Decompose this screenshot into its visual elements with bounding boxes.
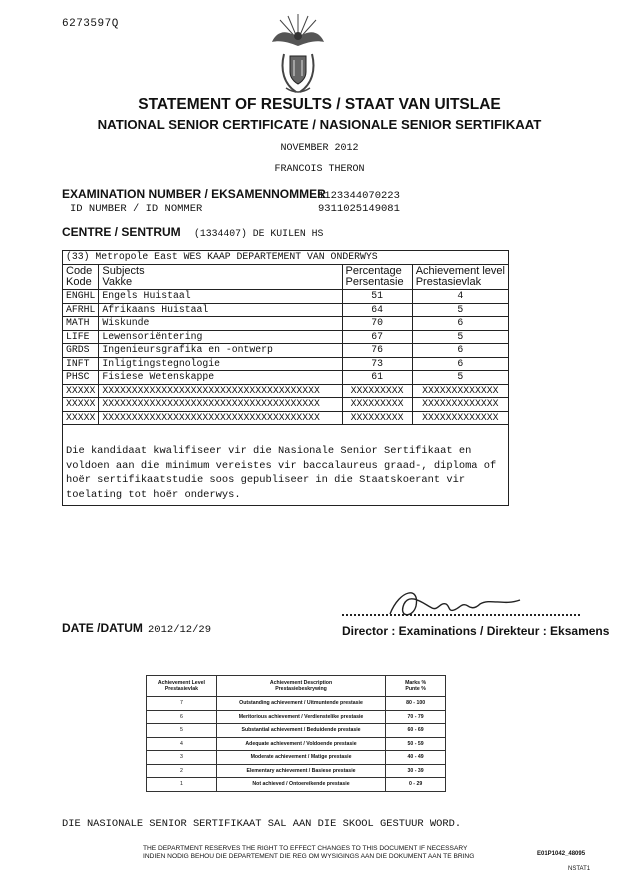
table-row: 4 Adequate achievement / Voldoende prestasie 50 - 59: [147, 737, 446, 751]
qualification-statement: Die kandidaat kwalifiseer vir die Nasionale Senior Sertifikaat en voldoen aan die minimum vereistes vir baccalaureus graad-, diploma of hoër sertifikaatstudie soos gepubliseer in die Staatskoerant vir toelating tot hoër onderwys.: [66, 445, 497, 501]
table-row: 6 Meritorious achievement / Verdienstelike prestasie 70 - 79: [147, 710, 446, 724]
col-achievement-level: Achievement Level Prestasievlak: [147, 676, 217, 697]
table-row: 2 Elementary achievement / Basiese prestasie 30 - 39: [147, 764, 446, 778]
exam-date: NOVEMBER 2012: [280, 143, 359, 154]
document-number: 6273597Q: [62, 18, 119, 30]
form-code: E01P1042_48095: [537, 851, 586, 857]
candidate-name: FRANCOIS THERON: [274, 164, 365, 175]
col-subjects: Subjects Vakke: [99, 265, 342, 290]
form-suffix: NSTAT1: [568, 866, 591, 872]
table-row: PHSC Fisiese Wetenskappe 61 5: [63, 371, 509, 385]
col-percentage: Percentage Persentasie: [342, 265, 412, 290]
date-value: 2012/12/29: [148, 624, 212, 636]
director-signature-icon: [380, 584, 530, 624]
table-row: ENGHL Engels Huistaal 51 4: [63, 290, 509, 304]
disclaimer: THE DEPARTMENT RESERVES THE RIGHT TO EFFECT CHANGES TO THIS DOCUMENT IF NECESSARY INDIEN NODIG BEHOU DIE DEPARTEMENT DIE REG OM WYSIGINGS AAN DIE DOKUMENT AAN TE BRING: [143, 845, 475, 860]
results-table: [62, 264, 509, 425]
coat-of-arms-icon: [266, 10, 330, 98]
title-statement-of-results: STATEMENT OF RESULTS / STAAT VAN UITSLAE: [138, 96, 501, 113]
date-label: DATE /DATUM: [62, 621, 143, 635]
achievement-header-row: [147, 676, 446, 697]
table-row: 5 Substantial achievement / Beduidende prestasie 60 - 69: [147, 724, 446, 738]
results-header-row: [63, 265, 509, 290]
table-row: MATH Wiskunde 70 6: [63, 317, 509, 331]
table-row: XXXXX XXXXXXXXXXXXXXXXXXXXXXXXXXXXXXXXXXXXX XXXXXXXXX XXXXXXXXXXXXX: [63, 384, 509, 398]
col-code: Code Kode: [63, 265, 99, 290]
signature-line: [342, 614, 580, 616]
id-number-value: 9311025149081: [318, 203, 400, 215]
table-row: 1 Not achieved / Ontoereikende prestasie 0 - 29: [147, 778, 446, 792]
table-row: 3 Moderate achievement / Matige prestasie 40 - 49: [147, 751, 446, 765]
id-number-label: ID NUMBER / ID NOMMER: [70, 203, 203, 215]
centre-label: CENTRE / SENTRUM: [62, 225, 181, 239]
table-row: AFRHL Afrikaans Huistaal 64 5: [63, 303, 509, 317]
table-row: XXXXX XXXXXXXXXXXXXXXXXXXXXXXXXXXXXXXXXXXXX XXXXXXXXX XXXXXXXXXXXXX: [63, 398, 509, 412]
table-row: 7 Outstanding achievement / Uitmuntende prestasie 80 - 100: [147, 697, 446, 711]
table-row: GRDS Ingenieursgrafika en -ontwerp 76 6: [63, 344, 509, 358]
achievement-scale-table: [146, 675, 446, 792]
table-row: LIFE Lewensoriëntering 67 5: [63, 330, 509, 344]
table-row: XXXXX XXXXXXXXXXXXXXXXXXXXXXXXXXXXXXXXXXXXX XXXXXXXXX XXXXXXXXXXXXX: [63, 411, 509, 425]
title-national-senior-certificate: NATIONAL SENIOR CERTIFICATE / NASIONALE SENIOR SERTIFIKAAT: [97, 117, 542, 132]
col-achievement-description: Achievement Description Prestasiebeskrywing: [216, 676, 385, 697]
district-line: (33) Metropole East WES KAAP DEPARTEMENT VAN ONDERWYS: [66, 251, 378, 262]
exam-number-value: 1123344070223: [318, 190, 400, 202]
table-row: INFT Inligtingstegnologie 73 6: [63, 357, 509, 371]
col-achievement-level: Achievement level Prestasievlak: [412, 265, 508, 290]
exam-number-label: EXAMINATION NUMBER / EKSAMENNOMMER: [62, 187, 326, 201]
director-title: Director : Examinations / Direkteur : Eksamens: [342, 624, 610, 638]
footer-statement: DIE NASIONALE SENIOR SERTIFIKAAT SAL AAN DIE SKOOL GESTUUR WORD.: [62, 818, 462, 830]
col-marks: Marks % Punte %: [386, 676, 446, 697]
centre-value: (1334407) DE KUILEN HS: [194, 228, 324, 239]
